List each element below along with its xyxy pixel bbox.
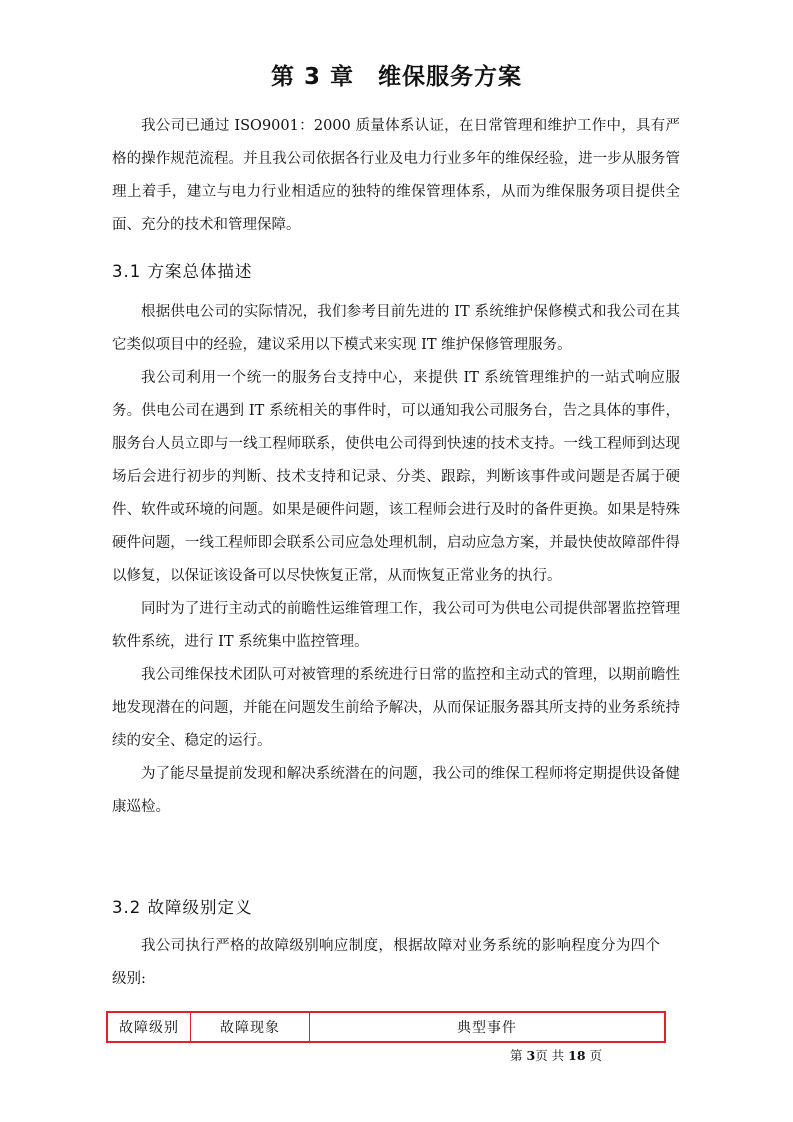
table-header-cell: 故障现象 — [191, 1012, 310, 1042]
section-3-2-body — [112, 930, 660, 996]
page-footer — [510, 1046, 602, 1064]
section-3-1 — [112, 260, 680, 284]
paragraph: 同时为了进行主动式的前瞻性运维管理工作，我公司可为供电公司提供部署监控管理软件系统，进行 IT 系统集中监控管理。 — [112, 601, 680, 650]
table-header-cell: 典型事件 — [310, 1012, 666, 1042]
section-3-2 — [112, 896, 680, 920]
table-header-cell: 故障级别 — [107, 1012, 191, 1042]
footer-prefix: 第 — [510, 1048, 527, 1063]
paragraph: 为了能尽量提前发现和解决系统潜在的问题，我公司的维保工程师将定期提供设备健康巡检。 — [112, 766, 680, 815]
footer-middle: 页 共 — [535, 1048, 569, 1063]
section-heading: 3.2 故障级别定义 — [112, 898, 253, 917]
intro-block — [112, 110, 680, 242]
section-3-1-body — [112, 296, 680, 824]
table-header-row — [107, 1012, 665, 1042]
paragraph: 我公司利用一个统一的服务台支持中心，来提供 IT 系统管理维护的一站式响应服务。供电公司在遇到 IT 系统相关的事件时，可以通知我公司服务台，告之具体的事件，服务台人员立即与一线工程师联系，使供电公司得到快速的技术支持。一线工程师到达现场后会进行初步的判断、技术支持和记录、分类、跟踪，判断该事件或问题是否属于硬件、软件或环境的问题。如果是硬件问题，该工程师会进行及时的备件更换。如果是特殊硬件问题，一线工程师即会联系公司应急处理机制，启动应急方案，并最快使故障部件得以修复，以保证该设备可以尽快恢复正常，从而恢复正常业务的执行。 — [112, 370, 680, 584]
current-page: 3 — [526, 1048, 536, 1063]
total-pages: 18 — [568, 1048, 586, 1063]
paragraph: 我公司维保技术团队可对被管理的系统进行日常的监控和主动式的管理，以期前瞻性地发现潜在的问题，并能在问题发生前给予解决，从而保证服务器其所支持的业务系统持续的安全、稳定的运行。 — [112, 667, 680, 749]
paragraph: 根据供电公司的实际情况，我们参考目前先进的 IT 系统维护保修模式和我公司在其它类似项目中的经验，建议采用以下模式来实现 IT 维护保修管理服务。 — [112, 304, 680, 353]
footer-suffix: 页 — [585, 1048, 603, 1063]
section-heading: 3.1 方案总体描述 — [112, 262, 253, 281]
fault-level-table — [106, 1011, 666, 1043]
intro-paragraph: 我公司已通过 ISO9001：2000 质量体系认证，在日常管理和维护工作中，具有严格的操作规范流程。并且我公司依据各行业及电力行业多年的维保经验，进一步从服务管理上着手，建立与电力行业相适应的独特的维保管理体系，从而为维保服务项目提供全面、充分的技术和管理保障。 — [112, 118, 680, 233]
chapter-title: 第 3 章 维保服务方案 — [270, 64, 523, 90]
paragraph: 我公司执行严格的故障级别响应制度，根据故障对业务系统的影响程度分为四个级别: — [112, 938, 660, 987]
